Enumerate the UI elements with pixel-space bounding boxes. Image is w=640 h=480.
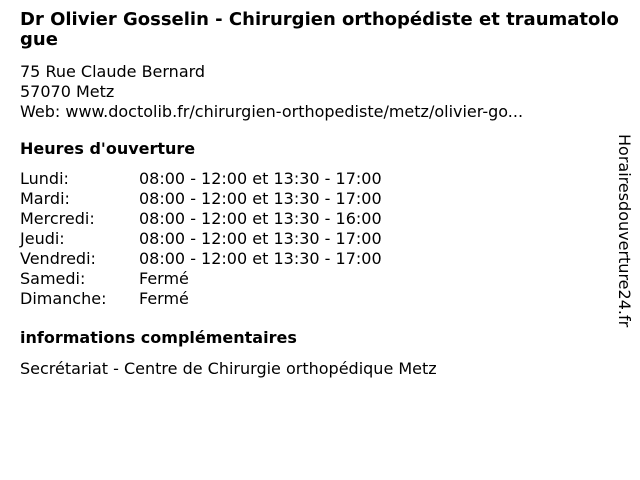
hours-heading: Heures d'ouverture — [20, 139, 196, 158]
address-city: 57070 Metz — [20, 82, 115, 101]
hours-day: Mercredi: — [20, 209, 95, 228]
website-link[interactable]: Web: www.doctolib.fr/chirurgien-orthopediste/metz/olivier-go... — [20, 102, 524, 121]
hours-row — [20, 189, 620, 209]
hours-time: 08:00 - 12:00 et 13:30 - 16:00 — [139, 209, 382, 228]
hours-row — [20, 229, 620, 249]
business-card — [20, 10, 620, 379]
hours-day: Mardi: — [20, 189, 70, 208]
site-watermark: Horairesdouverture24.fr — [615, 134, 634, 328]
info-heading: informations complémentaires — [20, 328, 297, 347]
hours-time: 08:00 - 12:00 et 13:30 - 17:00 — [139, 189, 382, 208]
hours-day: Samedi: — [20, 269, 86, 288]
hours-time: 08:00 - 12:00 et 13:30 - 17:00 — [139, 249, 382, 268]
hours-day: Dimanche: — [20, 289, 107, 308]
hours-row — [20, 289, 620, 309]
hours-day: Vendredi: — [20, 249, 96, 268]
hours-time: Fermé — [139, 269, 189, 288]
hours-row — [20, 249, 620, 269]
hours-day: Jeudi: — [20, 229, 65, 248]
hours-table — [20, 169, 620, 309]
hours-day: Lundi: — [20, 169, 69, 188]
hours-row — [20, 209, 620, 229]
info-text: Secrétariat - Centre de Chirurgie orthopédique Metz — [20, 359, 437, 378]
hours-time: 08:00 - 12:00 et 13:30 - 17:00 — [139, 229, 382, 248]
hours-time: 08:00 - 12:00 et 13:30 - 17:00 — [139, 169, 382, 188]
hours-row — [20, 269, 620, 289]
address-street: 75 Rue Claude Bernard — [20, 62, 206, 81]
hours-time: Fermé — [139, 289, 189, 308]
address-block — [20, 62, 620, 122]
hours-row — [20, 169, 620, 189]
page-title: Dr Olivier Gosselin - Chirurgien orthopédiste et traumatologue — [20, 9, 619, 50]
